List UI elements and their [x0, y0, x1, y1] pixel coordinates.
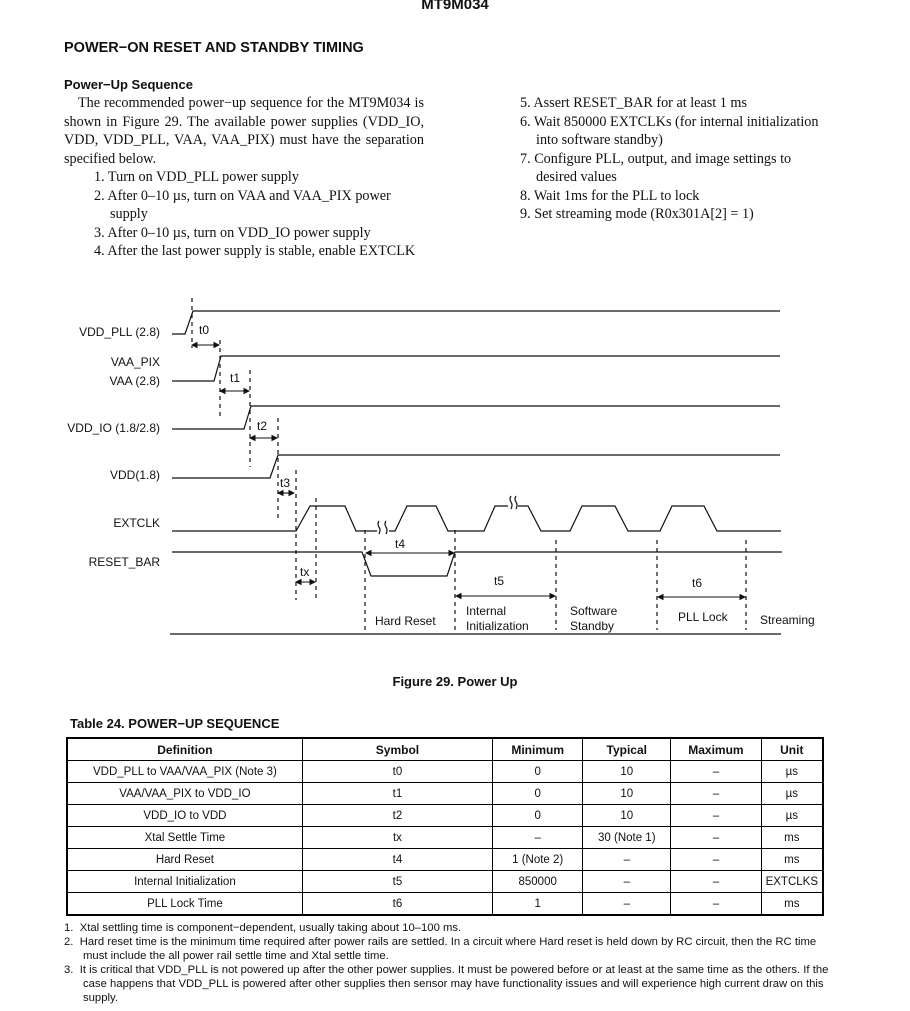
page-header: MT9M034 — [421, 0, 489, 13]
subsection-title: Power−Up Sequence — [64, 77, 193, 92]
list-item: 9. Set streaming mode (R0x301A[2] = 1) — [520, 206, 754, 222]
table-cell: – — [671, 871, 761, 893]
table-cell: – — [583, 893, 671, 916]
waveform-vaa — [172, 356, 780, 381]
signal-label-vaa-pix: VAA_PIX — [110, 355, 160, 369]
table-cell: – — [671, 783, 761, 805]
column-header-symbol: Symbol — [302, 738, 492, 761]
column-header-maximum: Maximum — [671, 738, 761, 761]
table-cell: – — [583, 849, 671, 871]
signal-label-vdd-pll: VDD_PLL (2.8) — [79, 325, 160, 339]
table-cell: 30 (Note 1) — [583, 827, 671, 849]
table-row — [67, 871, 823, 893]
phase-label-streaming: Streaming — [760, 613, 815, 627]
right-column — [490, 94, 830, 224]
table-cell: 10 — [583, 783, 671, 805]
table-row — [67, 761, 823, 783]
table-cell: – — [493, 827, 583, 849]
table-cell: – — [671, 805, 761, 827]
table-cell: t6 — [302, 893, 492, 916]
signal-label-vdd-io: VDD_IO (1.8/2.8) — [67, 421, 160, 435]
interval-label-t1: t1 — [230, 371, 241, 385]
interval-label-tx: tx — [300, 565, 310, 579]
table-cell: t2 — [302, 805, 492, 827]
interval-label-t5: t5 — [494, 574, 505, 588]
table-cell: µs — [761, 783, 823, 805]
waveform-reset-bar — [172, 552, 782, 576]
table-cell: t4 — [302, 849, 492, 871]
list-item: 7. Configure PLL, output, and image settings to desired values — [520, 150, 792, 185]
phase-label-hard-reset: Hard Reset — [375, 614, 436, 628]
list-item: 3. After 0–10 µs, turn on VDD_IO power supply — [94, 224, 371, 241]
waveform-extclk — [172, 506, 377, 531]
phase-label-standby: Standby — [570, 619, 615, 633]
interval-label-t2: t2 — [257, 419, 268, 433]
interval-label-t3: t3 — [280, 476, 291, 490]
signal-label-vaa: VAA (2.8) — [109, 374, 160, 388]
interval-label-t4: t4 — [395, 537, 406, 551]
section-title: POWER−ON RESET AND STANDBY TIMING — [64, 40, 364, 56]
signal-label-extclk: EXTCLK — [113, 516, 160, 530]
table-cell: VDD_PLL to VAA/VAA_PIX (Note 3) — [67, 761, 302, 783]
table-cell: – — [671, 761, 761, 783]
table-cell: – — [671, 849, 761, 871]
list-item: 2. After 0–10 µs, turn on VAA and VAA_PIX power supply — [94, 187, 391, 222]
waveform-break — [510, 496, 517, 509]
interval-label-t6: t6 — [692, 576, 703, 590]
table-cell: Hard Reset — [67, 849, 302, 871]
table-cell: 1 (Note 2) — [493, 849, 583, 871]
phase-label-initialization: Initialization — [466, 619, 529, 633]
table-cell: Xtal Settle Time — [67, 827, 302, 849]
table-cell: – — [583, 871, 671, 893]
signal-label-vdd: VDD(1.8) — [109, 468, 160, 482]
table-cell: 0 — [493, 805, 583, 827]
table-cell: EXTCLKS — [761, 871, 823, 893]
table-cell: 850000 — [493, 871, 583, 893]
column-header-typical: Typical — [583, 738, 671, 761]
intro-paragraph: The recommended power−up sequence for the MT9M034 is shown in Figure 29. The available power supplies (VDD_IO, VDD, VDD_PLL, VAA, VAA_PIX) must have the separation specified below. — [64, 95, 424, 167]
table-row — [67, 893, 823, 916]
waveform-extclk — [518, 506, 781, 531]
table-note: 1. Xtal settling time is component−dependent, usually taking about 10–100 ms. — [64, 922, 462, 934]
table-cell: t5 — [302, 871, 492, 893]
table-cell: t1 — [302, 783, 492, 805]
figure-caption: Figure 29. Power Up — [392, 674, 518, 689]
waveform-vdd-pll — [172, 311, 780, 334]
waveform-break — [378, 521, 387, 534]
table-cell: ms — [761, 893, 823, 916]
table-cell: ms — [761, 849, 823, 871]
table-cell: 1 — [493, 893, 583, 916]
list-item: 8. Wait 1ms for the PLL to lock — [520, 187, 700, 204]
table-cell: ms — [761, 827, 823, 849]
table-cell: 10 — [583, 761, 671, 783]
table-cell: – — [671, 827, 761, 849]
list-item: 5. Assert RESET_BAR for at least 1 ms — [520, 95, 747, 111]
left-column — [64, 94, 424, 261]
steps-list-right — [490, 94, 830, 224]
table-cell: µs — [761, 805, 823, 827]
table-cell: 0 — [493, 761, 583, 783]
list-item: 1. Turn on VDD_PLL power supply — [94, 169, 299, 185]
table-note: 2. Hard reset time is the minimum time required after power rails are settled. In a circuit where Hard reset is held down by RC circuit, then the RC time must include the all power rail settle time and Xtal settle time. — [64, 936, 817, 962]
table-title: Table 24. POWER−UP SEQUENCE — [70, 716, 280, 731]
power-up-sequence-table — [66, 737, 824, 916]
table-cell: VAA/VAA_PIX to VDD_IO — [67, 783, 302, 805]
table-cell: 10 — [583, 805, 671, 827]
phase-label-software: Software — [570, 604, 618, 618]
table-note: 3. It is critical that VDD_PLL is not powered up after the other power supplies. It must be powered before or at least at the same time as the others. If the case happens that VDD_PLL is powered after other supplies then sensor may have functionality issues and will experience high current draw on this supply. — [64, 964, 829, 1004]
table-row — [67, 783, 823, 805]
power-up-timing-diagram — [0, 290, 910, 650]
table-cell: 0 — [493, 783, 583, 805]
column-header-minimum: Minimum — [493, 738, 583, 761]
table-cell: Internal Initialization — [67, 871, 302, 893]
steps-list-left — [64, 168, 424, 261]
table-cell: tx — [302, 827, 492, 849]
table-row — [67, 805, 823, 827]
list-item: 6. Wait 850000 EXTCLKs (for internal initialization into software standby) — [520, 113, 819, 148]
table-row — [67, 827, 823, 849]
table-row — [67, 849, 823, 871]
phase-label-pll-lock: PLL Lock — [678, 610, 728, 624]
table-cell: PLL Lock Time — [67, 893, 302, 916]
table-cell: – — [671, 893, 761, 916]
list-item: 4. After the last power supply is stable, enable EXTCLK — [94, 243, 416, 259]
table-cell: µs — [761, 761, 823, 783]
signal-label-reset-bar: RESET_BAR — [88, 555, 160, 569]
phase-label-internal: Internal — [466, 604, 507, 618]
waveform-vdd — [172, 455, 780, 478]
column-header-unit: Unit — [761, 738, 823, 761]
interval-label-t0: t0 — [199, 323, 210, 337]
table-notes — [64, 921, 834, 1005]
table-cell: t0 — [302, 761, 492, 783]
table-cell: VDD_IO to VDD — [67, 805, 302, 827]
column-header-definition: Definition — [67, 738, 302, 761]
waveform-extclk — [389, 506, 508, 531]
table-header-row — [67, 738, 823, 761]
